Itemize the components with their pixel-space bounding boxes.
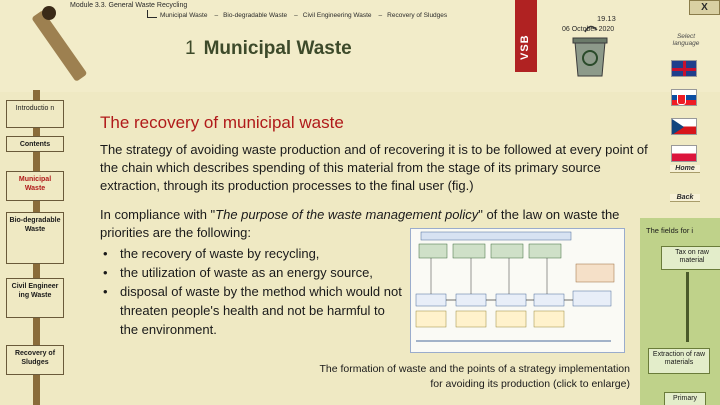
scroll-knob-icon [42, 6, 56, 20]
caption-line-1: The formation of waste and the points of a strategy implementation [319, 363, 630, 375]
fields-panel-title: The fields for i [646, 226, 694, 235]
priorities-prefix: In compliance with " [100, 207, 216, 222]
bracket-icon [147, 10, 157, 18]
topic-nav [160, 12, 449, 19]
english-flag-icon[interactable] [671, 60, 697, 77]
page-title-text: Municipal Waste [203, 38, 352, 59]
figure-caption[interactable] [240, 362, 630, 392]
back-button[interactable]: Back [670, 194, 700, 202]
topic-biodegradable-waste[interactable]: Bio-degradable Waste [223, 12, 288, 19]
panel-arrow-icon [686, 272, 689, 342]
caption-line-2: for avoiding its production (click to enlarge) [430, 378, 630, 390]
sidebar-item-recovery-of-sludges[interactable]: Recovery of Sludges [6, 345, 64, 375]
exit-button[interactable]: X [689, 0, 720, 15]
topic-civil-engineering-waste[interactable]: Civil Engineering Waste [302, 12, 372, 19]
topic-recovery-of-sludges[interactable]: Recovery of Sludges [387, 12, 448, 19]
intro-paragraph: The strategy of avoiding waste production and of recovering it is to be followed at every point of the chain which describes spending of this material from the stage of its primary source extraction, through its production processes to the final user (fig.) [100, 142, 648, 193]
sidebar-item-civil-engineering-waste[interactable]: Civil Engineer ing Waste [6, 278, 64, 318]
list-item: • the utilization of waste as an energy source, [100, 263, 405, 282]
diagram-graphic [411, 229, 625, 353]
priority-list [100, 244, 405, 339]
select-language-label: Select language [672, 33, 700, 47]
sidebar-item-introduction[interactable]: Introductio n [6, 100, 64, 128]
logo-text: VSB [519, 34, 531, 60]
topic-separator: – [294, 12, 298, 19]
waste-strategy-diagram[interactable] [410, 228, 625, 353]
home-button[interactable]: Home [670, 165, 700, 173]
topic-separator: – [214, 12, 219, 19]
list-item: • disposal of waste by the method which would not threaten people's health and not be harmful to the environment. [100, 282, 405, 339]
priorities-suffix: " of the law on waste the priorities are the following: [100, 207, 620, 240]
module-title: Module 3.3. General Waste Recycling [70, 2, 188, 9]
list-item: • the recovery of waste by recycling, [100, 244, 405, 263]
university-logo [515, 0, 537, 72]
sidebar-item-contents[interactable]: Contents [6, 136, 64, 152]
czech-flag-icon[interactable] [671, 118, 697, 135]
page-title-number: 1 [185, 38, 196, 59]
polish-flag-icon[interactable] [671, 145, 697, 162]
slovak-flag-icon[interactable] [671, 89, 697, 106]
sidebar-item-municipal-waste[interactable]: Municipal Waste [6, 171, 64, 201]
extraction-raw-materials-box[interactable]: Extraction of raw materials [648, 348, 710, 374]
primary-box[interactable]: Primary [664, 392, 706, 405]
tax-raw-material-box[interactable]: Tax on raw material [661, 246, 720, 270]
section-heading: The recovery of municipal waste [100, 113, 344, 132]
topic-municipal-waste[interactable]: Municipal Waste [160, 12, 208, 19]
page-title [185, 38, 352, 60]
version-date: 06 October 2020 [562, 26, 615, 33]
topic-separator: – [378, 12, 383, 19]
policy-title: The purpose of the waste management policy [215, 207, 479, 222]
version-code: 19.13 [597, 14, 616, 23]
sidebar-item-biodegradable-waste[interactable]: Bio-degradable Waste [6, 212, 64, 264]
